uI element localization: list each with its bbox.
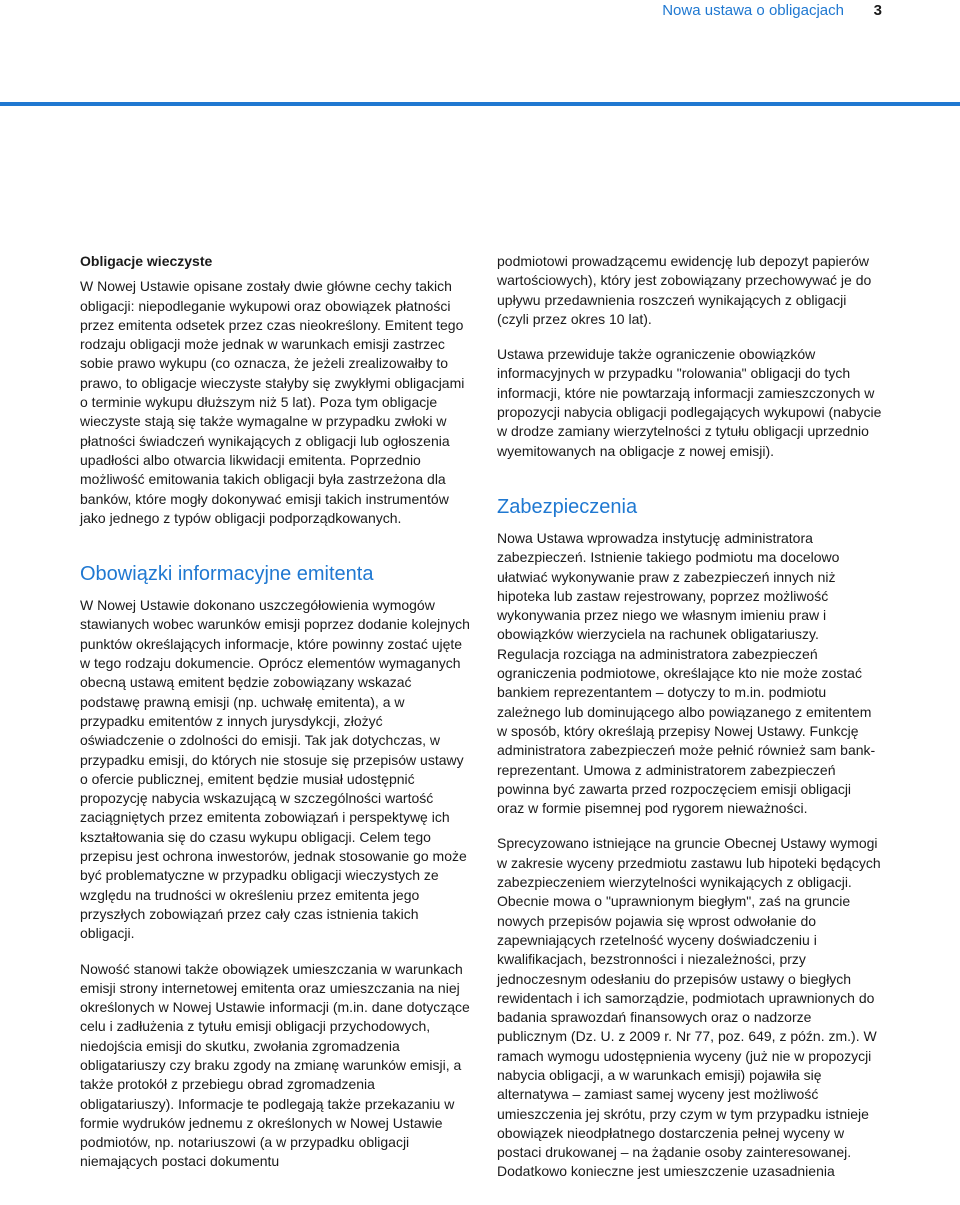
paragraph: Nowość stanowi także obowiązek umieszczania w warunkach emisji strony internetowej emitenta oraz umieszczania na niej określonych w Nowej Ustawie informacji (m.in. dane dotyczące celu i zadłużenia z tytułu emisji obligacji przychodowych, niedojścia emisji do skutku, zwołania zgromadzenia obligatariuszy czy braku zgody na zmianę warunków emisji, a także protokół z przebiegu obrad zgromadzenia obligatariuszy). Informacje te podlegają także przekazaniu w formie wydruków jednemu z określonych w Nowej Ustawie podmiotów, np. notariuszowi (a w przypadku obligacji niemających postaci dokumentu — [80, 960, 470, 1170]
paragraph: Sprecyzowano istniejące na gruncie Obecnej Ustawy wymogi w zakresie wyceny przedmiotu zastawu lub hipoteki będących zabezpieczeniem wierzytelności wynikających z obligacji. Obecnie mowa o "uprawnionym biegłym", zaś na gruncie nowych przepisów pojawia się wprost odwołanie do zapewniających rzetelność wyceny doświadczeniu i kwalifikacjach, bezstronności i niezależności, przy jednoczesnym odesłaniu do przepisów ustawy o biegłych rewidentach i ich samorządzie, podmiotach uprawnionych do badania sprawozdań finansowych oraz o nadzorze publicznym (Dz. U. z 2009 r. Nr 77, poz. 649, z późn. zm.). W ramach wymogu udostępnienia wyceny (już nie w propozycji nabycia obligacji, a w warunkach emisji) pojawiła się alternatywa – zamiast samej wyceny jest możliwość umieszczenia jej skrótu, przy czym w tym przypadku istnieje obowiązek nieodpłatnego dostarczenia pełnej wyceny w postaci drukowanej – na żądanie osoby zainteresowanej. Dodatkowo konieczne jest umieszczenie uzasadnienia — [497, 835, 881, 1180]
running-header-title: Nowa ustawa o obligacjach — [662, 2, 844, 19]
paragraph: W Nowej Ustawie dokonano uszczegółowienia wymogów stawianych wobec warunków emisji poprzez dodanie kolejnych punktów określających informacje, które powinny zostać ujęte w tego rodzaju dokumencie. Oprócz elementów wymaganych obecną ustawą emitent będzie zobowiązany wskazać podstawę prawną emisji (np. uchwałę emitenta), a w przypadku emitentów z innych jurysdykcji, złożyć oświadczenie o zdolności do emisji. Tak jak dotychczas, w przypadku emisji, do których nie stosuje się przepisów ustawy o ofercie publicznej, emitent będzie musiał udostępnić propozycję nabycia wskazującą w szczególności wartość zaciągniętych przez emitenta zobowiązań i perspektywę ich kształtowania się do czasu wykupu obligacji. Celem tego przepisu jest ochrona inwestorów, jednak stosowanie go może być problematyczne w przypadku obligacji wieczystych ze względu na trudności w określeniu przez emitenta jego przyszłych zobowiązań przez cały czas istnienia takich obligacji. — [80, 597, 470, 942]
left-column — [80, 252, 470, 1188]
subheading-perpetual-bonds: Obligacje wieczyste — [80, 253, 213, 269]
paragraph: Ustawa przewiduje także ograniczenie obowiązków informacyjnych w przypadku "rolowania" obligacji do tych informacji, które nie powtarzają informacji zamieszczonych w propozycji nabycia obligacji podlegających wykupowi (nabycie w drodze zamiany wierzytelności z tytułu obligacji uprzednio wyemitowanych na obligacje z nowej emisji). — [497, 346, 882, 459]
paragraph: Nowa Ustawa wprowadza instytucję administratora zabezpieczeń. Istnienie takiego podmiotu ma docelowo ułatwiać wykonywanie praw z zabezpieczeń innych niż hipoteka lub zastaw rejestrowany, poprzez możliwość wykonywania przez niego we własnym imieniu praw i obowiązków wierzyciela na rachunek obligatariuszy. Regulacja rozciąga na administratora zabezpieczeń ograniczenia podmiotowe, określające kto nie może zostać bankiem reprezentantem – dotyczy to m.in. podmiotu zależnego lub dominującego albo powiązanego z emitentem w sposób, który określają przepisy Nowej Ustawy. Funkcję administratora zabezpieczeń może pełnić również sam bank-reprezentant. Umowa z administratorem zabezpieczeń powinna być zawarta przed rozpoczęciem emisji obligacji oraz w formie pisemnej pod rygorem nieważności. — [497, 529, 876, 817]
header-divider — [0, 102, 960, 106]
paragraph: podmiotowi prowadzącemu ewidencję lub depozyt papierów wartościowych), który jest zobowiązany przechowywać je do upływu przedawnienia roszczeń wynikających z obligacji (czyli przez okres 10 lat). — [497, 253, 872, 327]
paragraph: W Nowej Ustawie opisane zostały dwie główne cechy takich obligacji: niepodleganie wykupowi oraz obowiązek płatności przez emitenta odsetek przez czas nieokreślony. Emitent tego rodzaju obligacji może jednak w warunkach emisji zastrzec sobie prawo wykupu (co oznacza, że jeżeli zrealizowałby to prawo, to obligacje wieczyste stałyby się zwykłymi obligacjami o terminie wykupu dłuższym niż 5 lat). Poza tym obligacje wieczyste stają się także wymagalne w przypadku zwłoki w płatności świadczeń wynikających z obligacji lub ogłoszenia upadłości albo otwarcia likwidacji emitenta. Poprzednio możliwość emitowania takich obligacji była zastrzeżona dla banków, które mogły dokonywać emisji takich instrumentów jako jednego z typów obligacji podporządkowanych. — [80, 278, 465, 526]
right-column — [497, 252, 882, 1198]
page-number: 3 — [873, 2, 882, 19]
section-title-collateral: Zabezpieczenia — [497, 495, 638, 518]
section-title-disclosure: Obowiązki informacyjne emitenta — [80, 563, 374, 586]
